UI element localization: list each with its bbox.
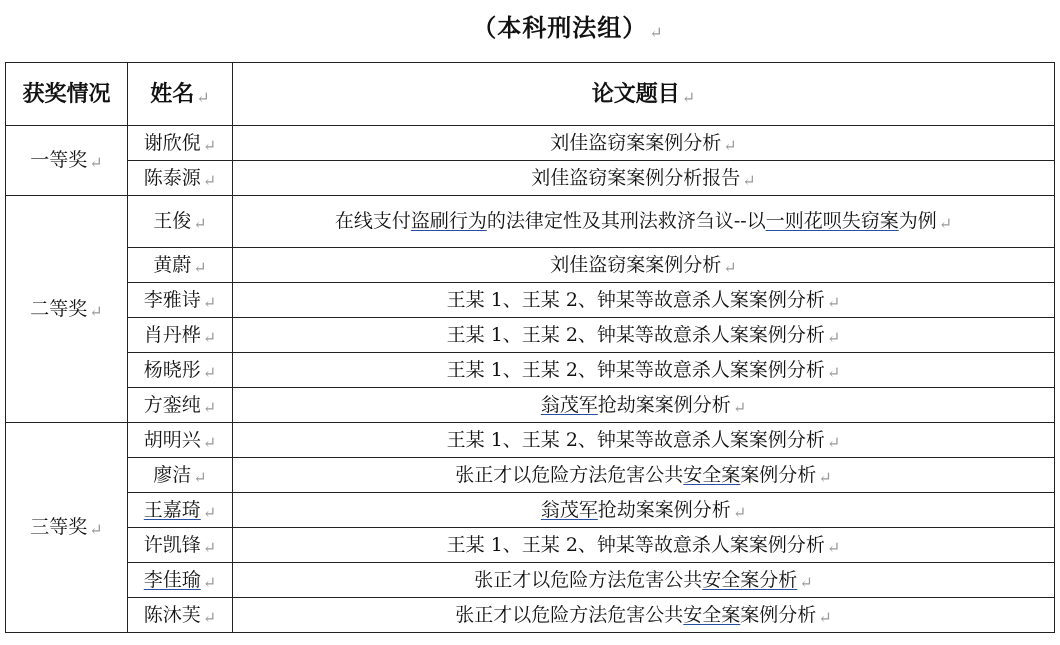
paper-title: 王某 1、王某 2、钟某等故意杀人案案例分析 <box>446 533 825 556</box>
paragraph-mark: ↵ <box>202 292 217 312</box>
paragraph-mark: ↵ <box>826 292 841 312</box>
paragraph-mark: ↵ <box>202 432 217 452</box>
paper-title-part: 张正才以危险方法危害公共 <box>455 603 684 626</box>
paragraph-mark: ↵ <box>938 214 953 234</box>
paper-cell <box>233 353 1055 388</box>
student-name: 王俊 <box>153 210 192 233</box>
paper-title: 王某 1、王某 2、钟某等故意杀人案案例分析 <box>446 358 825 381</box>
paragraph-mark: ↵ <box>202 362 217 382</box>
name-cell <box>128 458 233 493</box>
paper-title: 刘佳盗窃案案例分析 <box>550 131 722 154</box>
paper-title-part: 为例 <box>898 210 937 233</box>
paragraph-mark: ↵ <box>89 520 103 540</box>
table-row <box>6 423 1055 458</box>
paragraph-mark: ↵ <box>826 432 841 452</box>
table-row <box>6 161 1055 196</box>
paragraph-mark: ↵ <box>799 572 813 592</box>
paper-cell <box>233 528 1055 563</box>
paragraph-mark: ↵ <box>732 502 747 522</box>
header-name-label: 姓名 <box>150 80 195 107</box>
header-paper <box>233 63 1055 126</box>
paragraph-mark: ↵ <box>196 87 210 107</box>
paragraph-mark: ↵ <box>202 327 217 347</box>
paper-title: 王某 1、王某 2、钟某等故意杀人案案例分析 <box>446 428 825 451</box>
award-cell-second <box>6 196 128 423</box>
table-row <box>6 563 1055 598</box>
table-row <box>6 248 1055 283</box>
table-row <box>6 196 1055 248</box>
student-name: 肖丹桦 <box>143 323 201 346</box>
paragraph-mark: ↵ <box>202 537 217 557</box>
paragraph-mark: ↵ <box>826 327 841 347</box>
table-row <box>6 493 1055 528</box>
paper-title-part: 案例分析 <box>740 603 817 626</box>
student-name: 许凯锋 <box>143 533 201 556</box>
name-cell <box>128 423 233 458</box>
paper-cell <box>233 318 1055 353</box>
paper-title-part: 案例分析 <box>740 463 817 486</box>
student-name: 胡明兴 <box>143 428 201 451</box>
awards-table <box>5 62 1055 633</box>
name-cell <box>128 248 233 283</box>
paper-cell <box>233 196 1055 248</box>
header-name <box>128 63 233 126</box>
paper-title-part-underlined: 安全案 <box>683 463 741 486</box>
table-row <box>6 283 1055 318</box>
paragraph-mark: ↵ <box>723 135 737 155</box>
table-row <box>6 353 1055 388</box>
student-name: 陈沐芙 <box>143 603 201 626</box>
student-name: 杨晓彤 <box>143 358 201 381</box>
student-name: 陈泰源 <box>143 166 201 189</box>
name-cell <box>128 388 233 423</box>
table-row <box>6 126 1055 161</box>
paper-cell <box>233 493 1055 528</box>
name-cell <box>128 318 233 353</box>
paper-title-part-underlined: 翁茂军 <box>540 393 598 416</box>
name-cell <box>128 563 233 598</box>
paper-title: 王某 1、王某 2、钟某等故意杀人案案例分析 <box>446 323 825 346</box>
paper-title-part-underlined: 安全案 <box>683 603 741 626</box>
table-row <box>6 458 1055 493</box>
paper-title-part-underlined: 盗刷行为 <box>410 210 487 233</box>
award-label: 二等奖 <box>30 297 88 320</box>
table-row <box>6 528 1055 563</box>
paragraph-mark: ↵ <box>826 537 841 557</box>
name-cell <box>128 493 233 528</box>
student-name: 王嘉琦 <box>143 498 201 521</box>
name-cell <box>128 161 233 196</box>
paragraph-mark: ↵ <box>818 467 832 487</box>
paper-title: 王某 1、王某 2、钟某等故意杀人案案例分析 <box>446 288 825 311</box>
table-row <box>6 598 1055 633</box>
paragraph-mark: ↵ <box>202 170 217 190</box>
name-cell <box>128 598 233 633</box>
award-cell-first <box>6 126 128 196</box>
student-name: 李佳瑜 <box>143 568 201 591</box>
name-cell <box>128 283 233 318</box>
name-cell <box>128 353 233 388</box>
paper-cell <box>233 563 1055 598</box>
paragraph-mark: ↵ <box>193 467 207 487</box>
student-name: 李雅诗 <box>143 288 201 311</box>
paper-cell <box>233 458 1055 493</box>
name-cell <box>128 126 233 161</box>
paper-title-part-underlined: 翁茂军 <box>540 498 598 521</box>
paper-title-part: 抢劫案案例分析 <box>597 393 731 416</box>
paragraph-mark: ↵ <box>193 257 207 277</box>
paper-cell <box>233 248 1055 283</box>
header-award-label: 获奖情况 <box>22 80 111 107</box>
student-name: 廖洁 <box>153 463 192 486</box>
award-cell-third <box>6 423 128 633</box>
header-award <box>6 63 128 126</box>
student-name: 黄蔚 <box>153 253 192 276</box>
paragraph-mark: ↵ <box>681 87 696 107</box>
name-cell <box>128 196 233 248</box>
paper-cell <box>233 283 1055 318</box>
paper-title-part: 的法律定性及其刑法救济刍议--以 <box>486 210 766 233</box>
paper-title-part: 张正才以危险方法危害公共 <box>474 568 703 591</box>
paragraph-mark: ↵ <box>89 153 103 173</box>
table-header-row <box>6 63 1055 126</box>
paper-cell <box>233 423 1055 458</box>
paper-title-part-underlined: 安全案分析 <box>702 568 798 591</box>
paragraph-mark: ↵ <box>826 362 841 382</box>
paper-title-part: 在线支付 <box>334 210 411 233</box>
student-name: 方銮纯 <box>143 393 201 416</box>
paper-title: 刘佳盗窃案案例分析 <box>550 253 722 276</box>
paragraph-mark: ↵ <box>732 397 747 417</box>
award-label: 三等奖 <box>30 516 88 539</box>
paragraph-mark: ↵ <box>742 170 756 190</box>
paragraph-mark: ↵ <box>818 607 832 627</box>
paper-cell <box>233 388 1055 423</box>
paper-title-part: 张正才以危险方法危害公共 <box>455 463 684 486</box>
header-paper-label: 论文题目 <box>591 80 680 107</box>
title-text: （本科刑法组） <box>472 13 648 42</box>
table-row <box>6 388 1055 423</box>
name-cell <box>128 528 233 563</box>
paragraph-mark: ↵ <box>89 301 103 321</box>
paper-cell <box>233 126 1055 161</box>
student-name: 谢欣倪 <box>143 131 201 154</box>
paragraph-mark: ↵ <box>202 397 217 417</box>
paragraph-mark: ↵ <box>202 502 217 522</box>
paragraph-mark: ↵ <box>193 214 207 234</box>
table-row <box>6 318 1055 353</box>
paragraph-mark: ↵ <box>649 23 664 42</box>
paper-cell <box>233 598 1055 633</box>
award-label: 一等奖 <box>30 149 88 172</box>
document-title <box>0 8 1060 43</box>
paragraph-mark: ↵ <box>723 257 737 277</box>
paragraph-mark: ↵ <box>202 135 217 155</box>
paragraph-mark: ↵ <box>202 572 217 592</box>
paper-cell <box>233 161 1055 196</box>
paper-title: 刘佳盗窃案案例分析报告 <box>531 166 741 189</box>
paper-title-part-underlined: 一则花呗失窃案 <box>765 210 899 233</box>
paragraph-mark: ↵ <box>202 607 217 627</box>
paper-title-part: 抢劫案案例分析 <box>597 498 731 521</box>
